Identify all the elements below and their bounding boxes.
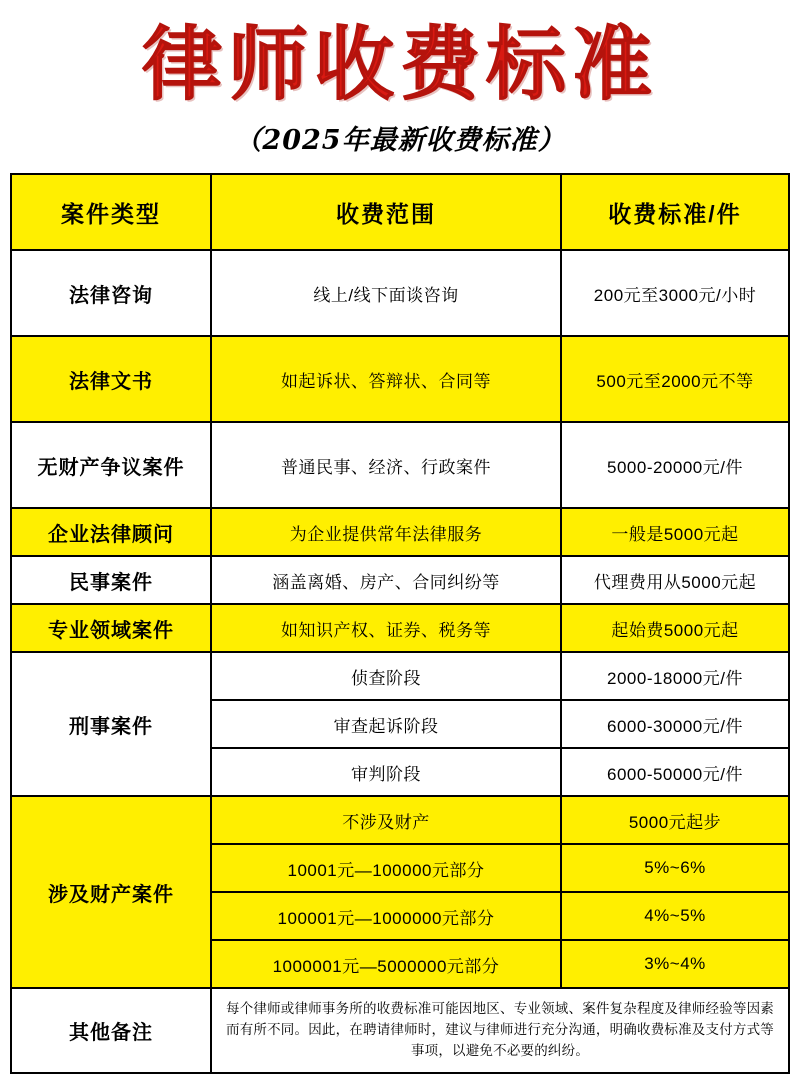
case-scope: 如知识产权、证券、税务等	[211, 604, 561, 652]
case-scope: 10001元—100000元部分	[211, 844, 561, 892]
case-scope: 审判阶段	[211, 748, 561, 796]
column-header-fee: 收费标准/件	[561, 174, 789, 250]
case-type: 法律咨询	[11, 250, 211, 336]
case-fee: 代理费用从5000元起	[561, 556, 789, 604]
case-scope: 100001元—1000000元部分	[211, 892, 561, 940]
case-type: 无财产争议案件	[11, 422, 211, 508]
case-scope: 审查起诉阶段	[211, 700, 561, 748]
case-scope: 不涉及财产	[211, 796, 561, 844]
case-type: 涉及财产案件	[11, 796, 211, 988]
column-header-scope: 收费范围	[211, 174, 561, 250]
table-row	[11, 422, 789, 508]
case-scope: 普通民事、经济、行政案件	[211, 422, 561, 508]
notes-text: 每个律师或律师事务所的收费标准可能因地区、专业领域、案件复杂程度及律师经验等因素而有所不同。因此，在聘请律师时，建议与律师进行充分沟通，明确收费标准及支付方式等事项，以避免不必要的纠纷。	[211, 988, 789, 1073]
table-row	[11, 250, 789, 336]
case-scope: 1000001元—5000000元部分	[211, 940, 561, 988]
case-fee: 4%~5%	[561, 892, 789, 940]
fee-standard-poster	[0, 17, 800, 1091]
notes-label: 其他备注	[11, 988, 211, 1073]
table-row	[11, 556, 789, 604]
case-fee: 起始费5000元起	[561, 604, 789, 652]
case-fee: 5%~6%	[561, 844, 789, 892]
table-footer-row	[11, 988, 789, 1073]
page-subtitle: （2025年最新收费标准）	[234, 125, 566, 156]
case-type: 刑事案件	[11, 652, 211, 796]
case-fee: 500元至2000元不等	[561, 336, 789, 422]
case-type: 民事案件	[11, 556, 211, 604]
case-type: 企业法律顾问	[11, 508, 211, 556]
table-row	[11, 652, 789, 700]
case-fee: 6000-30000元/件	[561, 700, 789, 748]
case-type: 专业领域案件	[11, 604, 211, 652]
case-scope: 为企业提供常年法律服务	[211, 508, 561, 556]
fee-table	[10, 173, 790, 1074]
table-row	[11, 508, 789, 556]
case-scope: 涵盖离婚、房产、合同纠纷等	[211, 556, 561, 604]
case-scope: 线上/线下面谈咨询	[211, 250, 561, 336]
table-row	[11, 336, 789, 422]
case-type: 法律文书	[11, 336, 211, 422]
case-scope: 侦查阶段	[211, 652, 561, 700]
case-fee: 3%~4%	[561, 940, 789, 988]
table-row	[11, 604, 789, 652]
case-fee: 5000元起步	[561, 796, 789, 844]
case-fee: 6000-50000元/件	[561, 748, 789, 796]
table-row	[11, 796, 789, 844]
table-header-row	[11, 174, 789, 250]
case-fee: 2000-18000元/件	[561, 652, 789, 700]
case-fee: 200元至3000元/小时	[561, 250, 789, 336]
case-scope: 如起诉状、答辩状、合同等	[211, 336, 561, 422]
case-fee: 5000-20000元/件	[561, 422, 789, 508]
page-title: 律师收费标准	[142, 17, 658, 111]
case-fee: 一般是5000元起	[561, 508, 789, 556]
column-header-type: 案件类型	[11, 174, 211, 250]
